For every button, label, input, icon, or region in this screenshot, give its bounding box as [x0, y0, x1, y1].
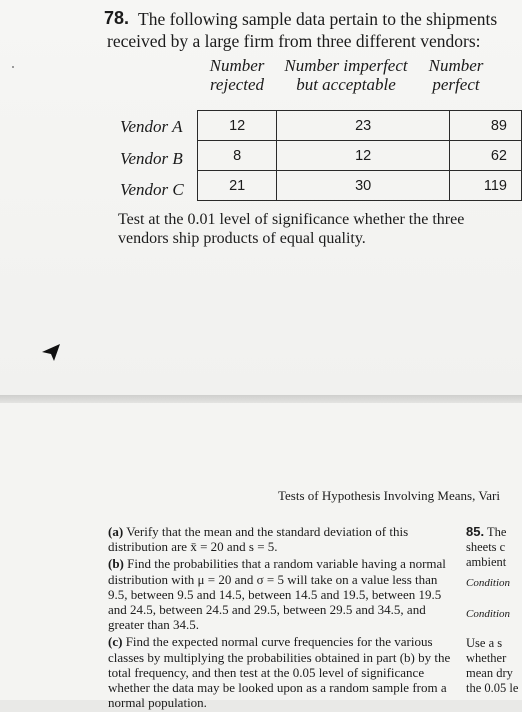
part-text: Find the probabilities that a random variable having a normal distribution with μ = 20 and σ = 5 will take on a value less than 9.5, between 9.5 and 14.5, between 14.5 and 19.5, between 19.5 and 24.5, between 24.5 and 29.5, between 29.5 and 34.5, and greater than 34.5.: [108, 556, 446, 633]
page-speck: [12, 66, 14, 68]
margin-condition: Condition: [466, 608, 511, 620]
table-row: [198, 171, 522, 201]
part-text: Verify that the mean and the standard deviation of this distribution are x̄ = 20 and s = 5.: [108, 524, 409, 555]
question-line: Test at the 0.01 level of significance whether the three: [118, 211, 465, 228]
problem-statement-line-2: received by a large firm from three different vendors:: [107, 31, 481, 51]
part-c: [108, 634, 454, 710]
table-cell: 8: [198, 141, 277, 171]
row-label-vendor-c: Vendor C: [120, 180, 184, 199]
column-header-line: Number imperfect: [284, 56, 408, 75]
table-cell: 119: [449, 171, 521, 201]
part-label: (a): [108, 524, 124, 539]
adjacent-column-text: [466, 524, 522, 696]
column-header-rejected: [203, 56, 271, 94]
column-header-line: Number: [209, 56, 265, 75]
problem-statement-line-1: The following sample data pertain to the shipments: [138, 9, 498, 29]
problem-number: 78.: [104, 8, 130, 28]
mouse-pointer-icon: [40, 341, 62, 363]
margin-line: ambient: [466, 555, 507, 569]
part-label: (b): [108, 556, 124, 572]
running-head: Tests of Hypothesis Involving Means, Vari: [278, 488, 500, 503]
column-header-line: Number: [428, 56, 484, 75]
table-cell: 12: [198, 111, 277, 141]
column-header-line: but acceptable: [296, 75, 396, 94]
row-label-vendor-a: Vendor A: [120, 117, 183, 136]
part-label: (c): [108, 634, 123, 650]
margin-line: the 0.05 le: [466, 681, 519, 695]
margin-line: mean dry: [466, 666, 513, 680]
exercise-parts: [108, 524, 454, 712]
margin-line: The: [486, 525, 507, 539]
margin-line: whether: [466, 651, 507, 665]
margin-line: sheets c: [466, 540, 506, 554]
margin-condition: Condition: [466, 577, 511, 589]
column-header-perfect: [424, 56, 488, 94]
table-cell: 21: [198, 171, 277, 201]
table-row: [198, 111, 522, 141]
test-question: [118, 210, 508, 248]
table-cell: 23: [277, 111, 450, 141]
question-line: vendors ship products of equal quality.: [118, 230, 366, 247]
table-cell: 30: [277, 171, 450, 201]
part-text: Find the expected normal curve frequencies for the various classes by multiplying the probabilities obtained in part (b) by the total frequency, and then test at the 0.05 level of significance whether the data may be looked upon as a random sample from a normal population.: [108, 634, 451, 711]
table-cell: 12: [277, 141, 450, 171]
page-gap: [0, 395, 522, 403]
column-header-line: perfect: [432, 75, 480, 94]
table-cell: 62: [449, 141, 521, 171]
part-a: [108, 524, 454, 554]
table-row: [198, 141, 522, 171]
part-b: [108, 556, 454, 632]
shipment-data-table: [197, 110, 522, 201]
column-header-line: rejected: [209, 75, 265, 94]
exercise-number: 85.: [466, 524, 485, 539]
margin-line: Use a s: [466, 636, 503, 650]
row-label-vendor-b: Vendor B: [120, 149, 183, 168]
table-cell: 89: [449, 111, 521, 141]
column-header-imperfect: [282, 56, 410, 94]
